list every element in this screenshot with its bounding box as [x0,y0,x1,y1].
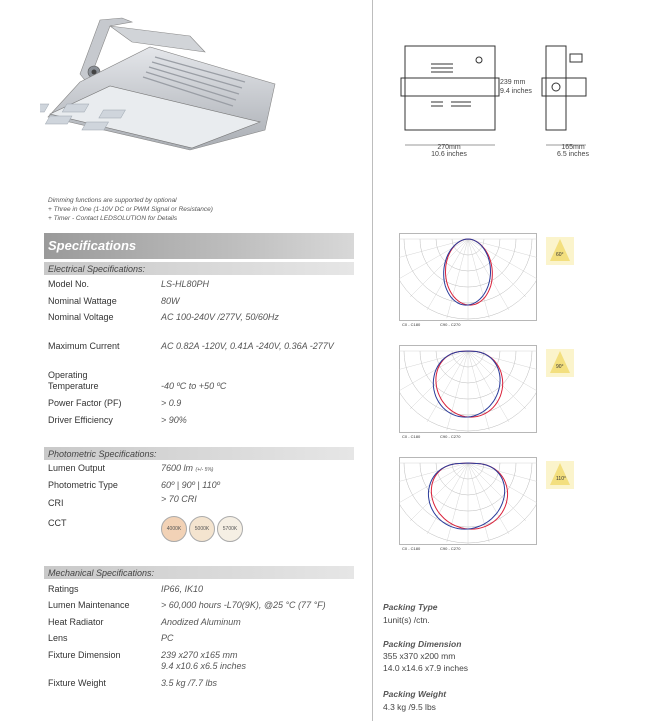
beam-angle-label-1: 60° [556,252,564,258]
spec-label-current: Maximum Current [48,341,120,351]
packing-dimension-value: 355 x370 x200 mm [383,651,456,661]
cct-badge-5000k: 5000K [189,516,215,542]
packing-dimension-title: Packing Dimension [383,639,462,649]
spec-label-driver-efficiency: Driver Efficiency [48,415,113,425]
spec-label-lumen-maintenance: Lumen Maintenance [48,600,130,610]
spec-value-fixture-dimension-inches: 9.4 x10.6 x6.5 inches [161,661,247,671]
spec-value-fixture-weight: 3.5 kg /7.7 lbs [161,678,218,688]
height-inches: 9.4 inches [500,88,532,95]
depth-mm: 165mm [561,144,585,151]
polar-diagram-1 [399,233,537,321]
spec-value-temperature: -40 ºC to +50 ºC [161,381,227,391]
spec-label-temperature-2: Temperature [48,381,99,391]
spec-label-cct: CCT [48,518,67,528]
packing-weight-title: Packing Weight [383,689,447,699]
photometric-section-title: Photometric Specifications: [48,449,157,459]
product-image [40,12,290,162]
spec-value-lumen-maintenance: > 60,000 hours -L70(9K), @25 °C (77 °F) [161,600,326,610]
spec-value-voltage: AC 100-240V /277V, 50/60Hz [161,312,279,322]
depth-inches: 6.5 inches [557,151,589,158]
spec-label-photometric-type: Photometric Type [48,480,118,490]
lumen-output-value: 7600 lm [161,463,194,473]
specifications-title: Specifications [48,238,137,253]
mechanical-section-title: Mechanical Specifications: [48,568,155,578]
spec-label-ratings: Ratings [48,584,79,594]
width-mm: 270mm [437,144,461,151]
spec-value-fixture-dimension: 239 x270 x165 mm [161,650,238,660]
spec-value-current: AC 0.82A -120V, 0.41A -240V, 0.36A -277V [161,341,334,351]
packing-dimension-value-inches: 14.0 x14.6 x7.9 inches [383,663,469,673]
spec-value-lens: PC [161,633,174,643]
spec-label-cri: CRI [48,498,64,508]
electrical-section-title: Electrical Specifications: [48,264,146,274]
spec-value-heat-radiator: Anodized Aluminum [161,617,241,627]
dimming-notes [48,196,213,223]
spec-value-wattage: 80W [161,296,180,306]
beam-angle-icon-3 [546,461,574,489]
spec-value-ratings: IP66, IK10 [161,584,204,594]
dimming-note-2: + Three in One (1-10V DC or PWM Signal or Resistance) [48,206,213,213]
polar-diagram-2 [399,345,537,433]
cct-badge-5700k: 5700K [217,516,243,542]
spec-label-model: Model No. [48,279,90,289]
dimming-note-1: Dimming functions are supported by optional [48,197,177,204]
beam-angle-icon-1 [546,237,574,265]
spec-value-power-factor: > 0.9 [161,398,182,408]
spec-label-heat-radiator: Heat Radiator [48,617,104,627]
depth-label [550,144,596,158]
lumen-output-tolerance: (+/- 5%) [195,467,214,473]
spec-label-power-factor: Power Factor (PF) [48,398,122,408]
spec-label-fixture-weight: Fixture Weight [48,678,106,688]
spec-label-lens: Lens [48,633,68,643]
legend-c90-c270-2: C90 - C270 [440,434,461,439]
packing-type-title: Packing Type [383,602,438,612]
legend-c0-c180-1: C0 - C180 [402,322,421,327]
legend-c0-c180-3: C0 - C180 [402,546,421,551]
spec-value-photometric-type: 60º | 90º | 110º [161,480,220,490]
column-divider [372,0,373,721]
packing-weight-value: 4.3 kg /9.5 lbs [383,702,436,712]
spec-value-driver-efficiency: > 90% [161,415,187,425]
legend-c90-c270-1: C90 - C270 [440,322,461,327]
packing-type-value: 1unit(s) /ctn. [383,615,430,625]
beam-angle-label-2: 90° [556,364,564,370]
beam-angle-label-3: 110° [556,476,566,482]
height-mm: 239 mm [500,79,526,86]
spec-value-cri: > 70 CRI [161,494,197,504]
polar-diagram-3 [399,457,537,545]
spec-label-lumen-output: Lumen Output [48,463,106,473]
legend-c90-c270-3: C90 - C270 [440,546,461,551]
spec-value-model: LS-HL80PH [161,279,210,289]
legend-c0-c180-2: C0 - C180 [402,434,421,439]
spec-label-voltage: Nominal Voltage [48,312,114,322]
dimming-note-3: + Timer - Contact LEDSOLUTION for Details [48,215,178,222]
cct-badge-4000k: 4000K [161,516,187,542]
beam-angle-icon-2 [546,349,574,377]
width-inches: 10.6 inches [431,151,467,158]
height-label [500,78,532,96]
spec-label-temperature: Operating [48,370,88,380]
width-label [419,144,479,158]
spec-label-fixture-dimension: Fixture Dimension [48,650,121,660]
spec-value-lumen-output [161,463,213,473]
spec-label-wattage: Nominal Wattage [48,296,117,306]
